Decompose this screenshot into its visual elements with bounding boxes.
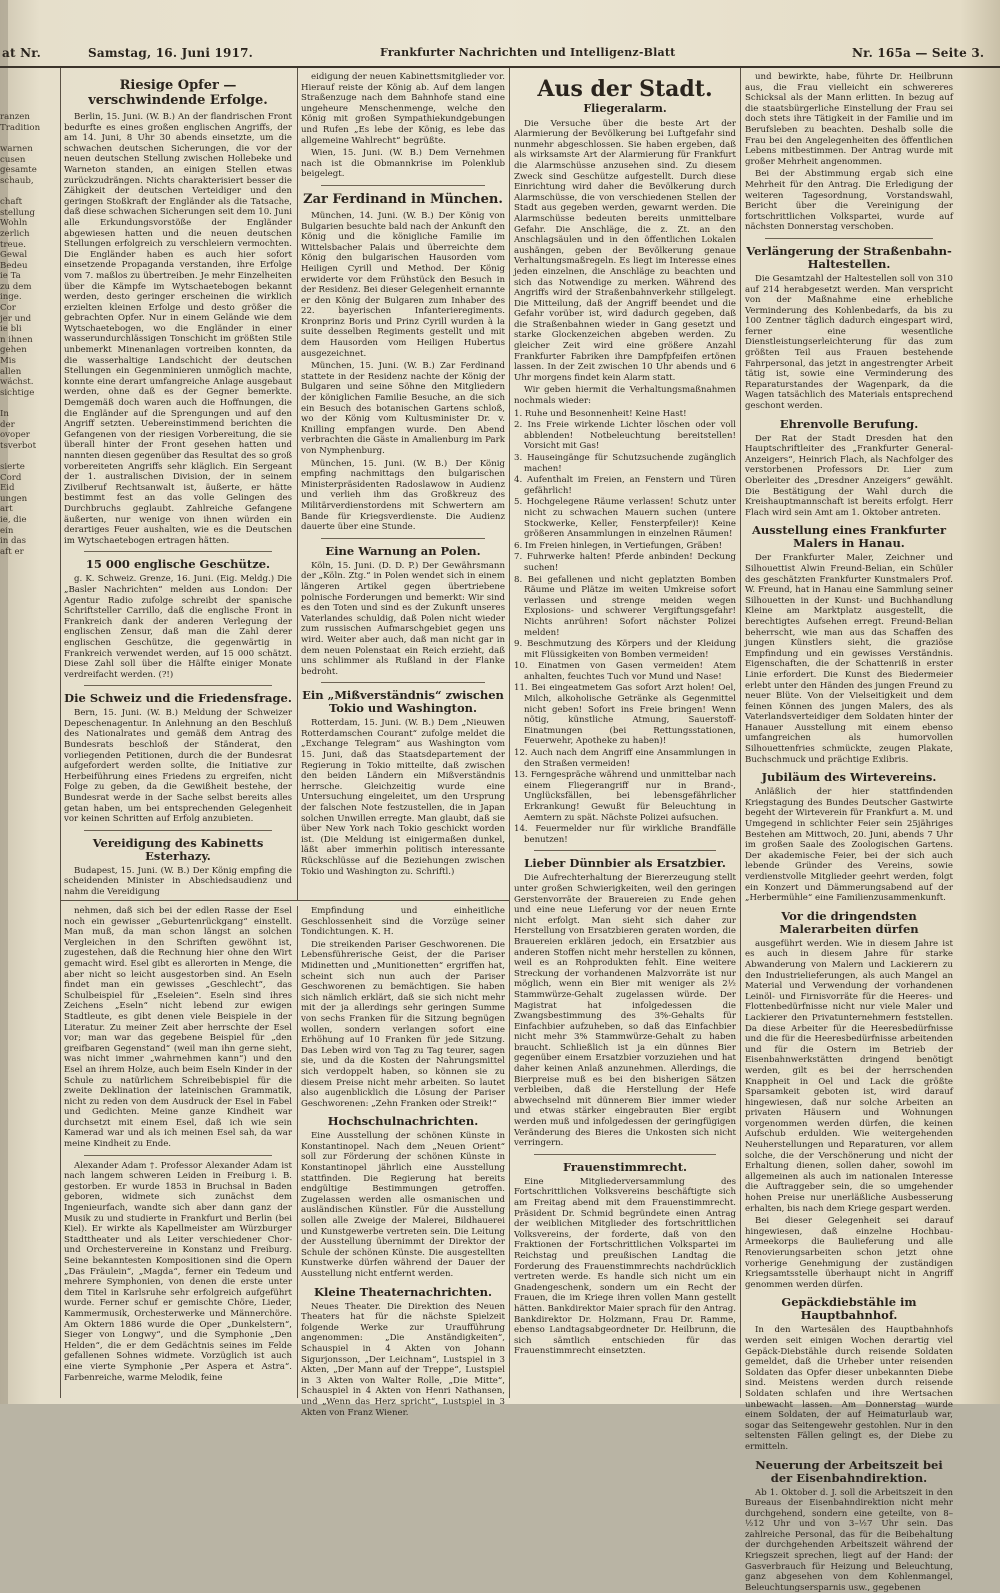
list-item: 7. Fuhrwerke halten! Pferde anbinden! Deckung suchen!	[514, 552, 736, 573]
edge-fragment-line	[0, 451, 40, 462]
list-item: 9. Beschmutzung des Körpers und der Kleidung mit Flüssigkeiten von Bomben vermeiden!	[514, 639, 736, 660]
edge-fragment-line: In	[0, 409, 40, 420]
article-text: Die streikenden Pariser Geschworenen. Die Lebensführerische Geist, der die Pariser Midinetten und „Munitionetten“ ergriffen hat, scheint sich nun auch der Pariser Geschworenen zu bemächtigen. Sie haben sich nämlich erklärt, daß sie sich nicht mehr mit der ja allerdings sehr geringen Summe von sechs Franken für die Sitzung begnügen wollen, sondern verlangen sofort eine Erhöhung auf 10 Franken für jede Sitzung. Das Leben wird von Tag zu Tag teurer, sagen sie, und da die Kosten der Nahrungsmittel sich verdoppelt haben, so können sie zu diesem Preise nicht mehr arbeiten. So lautet also augenblicklich die Lösung der Pariser Geschworenen: „Zehn Franken oder Streik!“	[301, 940, 505, 1110]
article-text: eidigung der neuen Kabinettsmitglieder vor. Hierauf reiste der König ab. Auf dem langen Straßenzuge nach dem Bahnhofe stand eine ungeheure Menschenmenge, welche den König mit großen Sympathiekundgebungen und Rufen „Es lebe der König, es lebe das allgemeine Wahlrecht“ begrüßte.	[301, 72, 505, 146]
headline-zar-ferdinand: Zar Ferdinand in München.	[301, 192, 505, 207]
header-page-number: Nr. 165a — Seite 3.	[852, 46, 984, 60]
article-text: Köln, 15. Juni. (D. D. P.) Der Gewährsmann der „Köln. Ztg.“ in Polen wendet sich in einem längeren Artikel gegen übertriebene polnische Forderungen und bemerkt: Wir sind es den Toten und sind es der Zukunft unseres Vaterlandes schuldig, daß Polen nicht wieder zum russischen Aufmarschgebiet gegen uns wird. Weiter aber auch, daß man nicht gar in dem neuen Polenstaat ein Reich erzieht, daß uns schlimmer als Rußland in der Flanke bedroht.	[301, 561, 505, 678]
article-text: Alexander Adam †. Professor Alexander Adam ist nach langem schweren Leiden in Freiburg i. B. gestorben. Er wurde 1853 in Bruchsal in Baden geboren, widmete sich zunächst dem Ingenieurfach, wandte sich aber dann ganz der Musik zu und studierte in Frankfurt und Berlin (bei Kiel). Er wirkte als Kapellmeister am Würzburger Stadttheater und als Leiter verschiedener Chor- und Orchestervereine in Konstanz und Freiburg. Seine bekanntesten Kompositionen sind die Opern „Das Fräulein“, „Magda“, ferner ein Tedeum und mehrere Symphonien, von denen die erste unter dem Titel in Karlsruhe sehr erfolgreich aufgeführt wurde. Ferner schuf er gemischte Chöre, Lieder, Kammermusik, Orchesterwerke und Männerchöre. Am Oktern 1886 wurde die Oper „Dunkelstern“, Sieger von Longwy“, und die Symphonie „Den Helden“, die er dem Gedächtnis seines im Felde gefallenen Sohnes widmete. Vorzüglich ist auch eine vierte Symphonie „Per Aspera et Astra“. Farbenreiche, warme Melodik, feine	[64, 1161, 292, 1383]
header-date: Samstag, 16. Juni 1917.	[88, 46, 253, 60]
list-item: 6. Im Freien hinlegen, in Vertiefungen, Gräben!	[514, 541, 736, 552]
rules-list	[514, 409, 736, 846]
edge-fragment-line: Cord	[0, 473, 40, 484]
edge-fragment-line	[0, 187, 40, 198]
edge-fragment-line: chaft	[0, 197, 40, 208]
edge-fragment-line: sierte	[0, 462, 40, 473]
edge-fragment-line: Mis	[0, 356, 40, 367]
edge-fragment-line: wächst.	[0, 377, 40, 388]
list-item: 4. Aufenthalt im Freien, an Fenstern und Türen gefährlich!	[514, 475, 736, 496]
column-3	[514, 72, 736, 1398]
article-text: München, 15. Juni. (W. B.) Der König empfing nachmittags den bulgarischen Ministerpräsidenten Radoslawow in Audienz und verlieh ihm das Großkreuz des Militärverdienstordens mit Schwertern am Bande für Kriegsverdienste. Die Audienz dauerte über eine Stunde.	[301, 459, 505, 533]
edge-fragment-line	[0, 81, 40, 92]
separator	[321, 682, 485, 683]
edge-fragment-line: allen	[0, 367, 40, 378]
article-text: und bewirkte, habe, führte Dr. Heilbrunn aus, die Frau vielleicht ein schwereres Schicksal als der Mann erlitten. In bezug auf die staatsbürgerliche Einstellung der Frau sei doch stets ihre Tätigkeit in der Familie und im Berufsleben zu beachten. Deshalb solle die Frau bei den Angelegenheiten des öffentlichen Lebens mitbestimmen. Der Antrag wurde mit großer Mehrheit angenommen.	[745, 72, 953, 167]
headline-gepaeck: Gepäckdiebstähle im Hauptbahnhof.	[745, 1296, 953, 1322]
separator	[534, 1154, 716, 1155]
headline-schweiz: Die Schweiz und die Friedensfrage.	[64, 692, 292, 705]
edge-fragment-line: ie, die	[0, 515, 40, 526]
headline-berufung: Ehrenvolle Berufung.	[745, 418, 953, 431]
headline-haltestellen: Verlängerung der Straßenbahn-Haltestellen.	[745, 245, 953, 271]
article-text: Der Rat der Stadt Dresden hat den Hauptschriftleiter des „Frankfurter General-Anzeigers“, Heinrich Flach, als Nachfolger des verstorbenen Professors Dr. Lier zum Oberleiter des „Dresdner Anzeigers“ gewählt. Die Bestätigung der Wahl durch die Kreishauptmannschaft ist bereits erfolgt. Herr Flach wird sein Amt am 1. Oktober antreten.	[745, 434, 953, 519]
separator	[84, 1155, 272, 1156]
header-masthead: Frankfurter Nachrichten und Intelligenz-Blatt	[380, 46, 675, 59]
headline-warnung-polen: Eine Warnung an Polen.	[301, 545, 505, 558]
article-text: Eine Ausstellung der schönen Künste in Konstantinopel. Nach dem „Neuen Orient“ soll zur Förderung der schönen Künste in Konstantinopel jährlich eine Ausstellung stattfinden. Die Regierung hat bereits endgültige Bestimmungen getroffen. Zugelassen werden alle osmanischen und ausländischen Künstler. Für die Ausstellung sollen alle Zweige der Malerei, Bildhauerei und Kunstgewerbe vertreten sein. Die Leitung der Ausstellung übernimmt der Direktor der Schule der schönen Künste. Die ausgestellten Kunstwerke dürfen während der Dauer der Ausstellung nicht entfernt werden.	[301, 1131, 505, 1279]
separator	[84, 830, 272, 831]
article-text: nehmen, daß sich bei der edlen Rasse der Esel noch ein gewisser „Geburtenrückgang“ einstellt. Man muß, da man schon längst an solchen Vergleichen in den Schriften gewöhnt ist, zugestehen, daß die Rechnung hier ohne den Wirt gemacht wird. Esel gibt es allerorten in Menge, die aber nicht so leicht ausgestorben sind. An Eseln findet man ein gewisses „Geschlecht“, das Schulbeispiel für „Eseleien“. Eseln sind ihres Zeichens „Eseln“ nicht lebend zur ewigen Stadtleute, es gibt denen viele Beispiele in der Literatur. Zu meiner Zeit aber herrschte der Esel vor; man war das gegebene Beispiel für „den greifbaren Gegenstand“ (weil man ihn gerne sieht, was nicht immer „wahrnehmen kann“) und den Esel an ihrem Holze, auch beim Eseln Kinder in der Schule zu natürlichem Schreibebispiel für die zweite Deklination der lateinischen Grammatik, nicht zu reden von dem Ausdruck der Esel in Fabel und Gedichten. Meine ganze Kindheit war durchsetzt mit einem Esel, daß ich wie sein Kamerad war und als ich meinen Esel sah, da war meine Kindheit zu Ende.	[64, 906, 292, 1150]
edge-fragment-line: warnen	[0, 144, 40, 155]
edge-fragment-line: Gewal	[0, 250, 40, 261]
edge-fragments	[0, 70, 40, 1400]
edge-fragment-line: ovoper	[0, 430, 40, 441]
edge-fragment-line: stellung	[0, 208, 40, 219]
edge-fragment-line: schaub,	[0, 176, 40, 187]
headline-arbeitszeit: Neuerung der Arbeitszeit bei der Eisenbahndirektion.	[745, 1459, 953, 1485]
column-4	[745, 72, 953, 1398]
page-header	[0, 40, 1000, 66]
edge-fragment-line: der	[0, 420, 40, 431]
article-text: München, 14. Juni. (W. B.) Der König von Bulgarien besuchte bald nach der Ankunft den König und die königliche Familie im Wittelsbacher Palais und überreichte dem König den bulgarischen Hausorden vom Heiligen Cyrill und Method. Der König erwiderte vor dem Frühstück den Besuch in der Residenz. Bei dieser Gelegenheit ernannte er den König der Bulgaren zum Inhaber des 22. bayerischen Infanterieregiments. Kronprinz Boris und Prinz Cyrill wurden à la suite desselben Regiments gestellt und mit dem Hausorden vom Heiligen Hubertus ausgezeichnet.	[301, 211, 505, 359]
list-item: 2. Ins Freie wirkende Lichter löschen oder voll abblenden! Notbeleuchtung bereitstellen! Vorsicht mit Gas!	[514, 420, 736, 452]
edge-fragment-line: Bedeu	[0, 261, 40, 272]
separator	[534, 850, 716, 851]
separator	[765, 238, 933, 239]
headline-vereidigung: Vereidigung des Kabinetts Esterhazy.	[64, 837, 292, 863]
article-text: Ab 1. Oktober d. J. soll die Arbeitszeit in den Bureaus der Eisenbahndirektion nicht mehr durchgehend, sondern eine geteilte, von 8–½12 Uhr und von 3–½7 Uhr sein. Das zahlreiche Personal, das für die Beibehaltung der durchgehenden Arbeitszeit während der Kriegszeit sprechen, liegt auf der Hand: der Gasverbrauch für Heizung und Beleuchtung, ganz abgesehen von dem Kohlenmangel, Beleuchtungsersparnis usw., gegebenen	[745, 1488, 953, 1593]
list-item: 1. Ruhe und Besonnenheit! Keine Hast!	[514, 409, 736, 420]
edge-fragment-line: ungen	[0, 494, 40, 505]
edge-fragment-line: gehen	[0, 345, 40, 356]
separator	[84, 685, 272, 686]
list-item: 3. Hauseingänge für Schutzsuchende zugänglich machen!	[514, 453, 736, 474]
column-2	[301, 72, 505, 900]
article-text: Anläßlich der hier stattfindenden Kriegstagung des Bundes Deutscher Gastwirte begeht der Wirteverein für Frankfurt a. M. und Umgegend in schlichter Feier sein 25jähriges Bestehen am Mittwoch, 20. Juni, abends 7 Uhr im großen Saale des Zoologischen Gartens. Der akademische Feier, bei der sich auch lebende Gründer des Vereins, sowie verdienstvolle Mitglieder geehrt werden, folgt ein Konzert und Dämmerungsabend auf der „Herbermühle“ eine Familienzusammenkunft.	[745, 787, 953, 904]
edge-fragment-line: Tradition	[0, 123, 40, 134]
headline-missverstaendnis: Ein „Mißverständnis“ zwischen Tokio und Washington.	[301, 689, 505, 715]
edge-fragment-line: gesamte	[0, 165, 40, 176]
edge-fragment-line: tsverbot	[0, 441, 40, 452]
edge-fragment-line	[0, 102, 40, 113]
headline-duennbier: Lieber Dünnbier als Ersatzbier.	[514, 857, 736, 870]
article-text: Bei dieser Gelegenheit sei darauf hingewiesen, daß einzelne Hochbau-Armeekorps die Baulieferung und alle Renovierungsarbeiten schon jetzt ohne vorherige Genehmigung der zuständigen Kriegsamtsstelle überhaupt nicht in Angriff genommen werden dürfen.	[745, 1216, 953, 1290]
article-text: Wir geben hiermit die Verhaltungsmaßnahmen nochmals wieder:	[514, 385, 736, 406]
article-text: Bei der Abstimmung ergab sich eine Mehrheit für den Antrag. Die Erledigung der weiteren Tagesordnung, Vorstandswahl, Bericht über die Vereinigung der fortschrittlichen Volkspartei, wurde auf nächsten Donnerstag verschoben.	[745, 169, 953, 233]
list-item: 10. Einatmen von Gasen vermeiden! Atem anhalten, feuchtes Tuch vor Mund und Nase!	[514, 661, 736, 682]
separator	[321, 538, 485, 539]
list-item: 13. Ferngespräche während und unmittelbar nach einem Fliegerangriff nur in Brand-, Unglücksfällen, bei lebensgefährlicher Erkrankung! Gewußt für Beleuchtung in Aemtern zu spät. Nächste Polizei aufsuchen.	[514, 770, 736, 823]
bottom-column-1	[64, 906, 292, 1398]
article-text: g. K. Schweiz. Grenze, 16. Juni. (Eig. Meldg.) Die „Basler Nachrichten“ melden aus London: Der Agentur Radio zufolge schreibt der spanische Schriftsteller Carrillo, daß die englische Front in Frankreich dank der anderen Verlegung der englischen Zensur, daß man die Zahl derer englischen Geschütze, die gegenwärtig in Frankreich verwendet werden, auf 15 000 schätzt. Diese Zahl soll über die Hälfte einiger Monate verdreifacht werden. (?!)	[64, 574, 292, 680]
article-text: Eine Mitgliederversammlung des Fortschrittlichen Volksvereins beschäftigte sich am Freitag abend mit dem Frauenstimmrecht. Präsident Dr. Schmid begründete einen Antrag der weiblichen Mitglieder des fortschrittlichen Volksvereins, der forderte, daß von den Fraktionen der Fortschrittlichen Volkspartei im Reichstag und preußischen Landtag die Forderung des Frauenstimmrechts nachdrücklich vertreten werde. Es handle sich nicht um ein Gnadengeschenk, sondern um ein Recht der Frauen, die im Kriege ihren vollen Mann gestellt hätten. Bankdirektor Maier sprach für den Antrag. Bankdirektor Dr. Holzmann, Frau Dr. Ramme, ebenso Landtagsabgeordneter Dr. Heilbrunn, die sich sämtlich entschieden für das Frauenstimmrecht einsetzten.	[514, 1177, 736, 1357]
edge-fragment-line: zu dem	[0, 282, 40, 293]
edge-fragment-line: ein	[0, 526, 40, 537]
section-rule	[60, 900, 509, 901]
article-text: Die Versuche über die beste Art der Alarmierung der Bevölkerung bei Luftgefahr sind nunmehr abgeschlossen. Sie haben ergeben, daß als wirksamste Art der Alarmierung für Frankfurt die Alarmschüsse anzusehen sind. Zu diesem Zweck sind Geschütze aufgestellt. Durch diese Einrichtung wird daher die Bevölkerung durch Alarmschüsse, die von verschiedenen Stellen der Stadt aus gegeben werden, gewarnt werden. Die Alarmschüsse bedeuten bereits unmittelbare Gefahr. Die Anschläge, die z. Zt. an den Anschlagsäulen und in den öffentlichen Lokalen aushängen, geben der Bevölkerung genaue Verhaltungsmaßregeln. Es liegt im Interesse eines jeden einzelnen, die Anschläge zu beachten und sich das Notwendige zu merken. Während des Angriffs wird der Straßenbahnverkehr stillgelegt. Die Mitteilung, daß der Angriff beendet und die Gefahr vorüber ist, wird dadurch gegeben, daß die Straßenbahnen wieder in Gang gesetzt und starke Glockenzeichen abgeben werden. Zu gleicher Zeit wird eine größere Anzahl Frankfurter Fabriken ihre Dampfpfeifen ertönen lassen. In der Zeit zwischen 10 Uhr abends und 6 Uhr morgens findet kein Alarm statt.	[514, 119, 736, 384]
column-rule	[60, 68, 61, 1398]
edge-fragment-line: sichtige	[0, 388, 40, 399]
headline-ausstellung: Ausstellung eines Frankfurter Malers in Hanau.	[745, 524, 953, 550]
edge-fragment-line: jer und	[0, 314, 40, 325]
edge-fragment-line: ie Ta	[0, 271, 40, 282]
edge-fragment-line: in das	[0, 536, 40, 547]
column-rule	[740, 68, 741, 1398]
headline-riesige-opfer: Riesige Opfer — verschwindende Erfolge.	[64, 78, 292, 108]
list-item: 5. Hochgelegene Räume verlassen! Schutz unter nicht zu schwachen Mauern suchen (untere Stockwerke, Keller, Fensterpfeiler)! Keine größeren Ansammlungen in einzelnen Räumen!	[514, 497, 736, 539]
column-rule	[297, 906, 298, 1398]
article-text: Wien, 15. Juni. (W. B.) Dem Vernehmen nach ist die Obmannkrise im Polenklub beigelegt.	[301, 148, 505, 180]
header-rule	[0, 66, 1000, 68]
article-text: Neues Theater. Die Direktion des Neuen Theaters hat für die nächste Spielzeit folgende Werke zur Uraufführung angenommen: „Die Anständigkeiten“, Schauspiel in 4 Akten von Johann Sigurjonsson, „Der Leichnam“, Lustspiel in 3 Akten, „Der Mann auf der Treppe“, Lustspiel in 3 Akten von Walter Rolle, „Die Mitte“, Schauspiel in 4 Akten von Henri Nathansen, und „Wenn das Herz spricht“, Lustspiel in 3 Akten von Franz Wiener.	[301, 1302, 505, 1419]
separator	[84, 551, 272, 552]
column-rule	[509, 68, 510, 1398]
edge-fragment-line: Wohln	[0, 218, 40, 229]
edge-fragment-line	[0, 134, 40, 145]
column-rule	[297, 68, 298, 900]
article-text: Der Frankfurter Maler, Zeichner und Silhouettist Alwin Freund-Belian, ein Schüler des geschätzten Frankfurter Kunstmalers Prof. W. Freund, hat in Hanau eine Sammlung seiner Silhouetten in der Kunst- und Buchhandlung Kleine am Marktplatz ausgestellt, die berechtigtes Aufsehen erregt. Freund-Belian beherrscht, wie man aus das Schaffen des jungen Künstlers sieht, die graziöse Empfindung und ein gewisses Verständnis. Eigenschaften, die der Schattenriß in erster Linie erfordert. Die Kunst des Biedermeier erlebt unter den Händen des jungen Freund zu neuer Blüte. Von der Vielseitigkeit und dem feinen Können des jungen Malers, des als Vaterlandsverteidiger dem Soldaten hinter der Hanauer Ausstellung mit einem ebenso umfangreichen als humorvollen Silhouettenfries schmückte, zeugen Plakate, Buchschmuck und prächtige Exlibris.	[745, 553, 953, 765]
list-item: 14. Feuermelder nur für wirkliche Brandfälle benutzen!	[514, 824, 736, 845]
article-text: München, 15. Juni. (W. B.) Zar Ferdinand stattete in der Residenz nachte der König der Bulgaren und seine Söhne den Mitgliedern der königlichen Familie Besuche, an die sich ein Besuch des botanischen Gartens schloß, wo der König vom Kultusminister Dr. v. Knilling empfangen wurde. Den Abend verbrachten die Gäste in Amalienburg im Park von Nymphenburg.	[301, 361, 505, 456]
list-item: 8. Bei gefallenen und nicht geplatzten Bomben Räume und Plätze im weiten Umkreise sofort verlassen und strenge meiden wegen Explosions- und schwerer Vergiftungsgefahr! Nichts anrühren! Sofort nächster Polizei melden!	[514, 575, 736, 639]
edge-fragment-line: cusen	[0, 155, 40, 166]
article-text: ausgeführt werden. Wie in diesem Jahre ist es auch in diesem Jahre für starke Abwanderung von Malern und Lackierern zu den Industrielieferungen, als auch Mangel an Material und Verwendung der vorhandenen Leinöl- und Firnisvorräte für die Heeres- und Flottenbedürfnisse nicht nur viele Maler und Lackierer den Privatunternehmern feststellen. Da diese Arbeiter für die Heeresbedürfnisse und die für die Heeresbedürfnisse arbeitenden und für die Ostern im Betrieb der Eisenbahnwerkstätten dringend benötigt werden, gilt es bei der herrschenden Knappheit in Oel und Lack die größte Sparsamkeit geboten ist, wird darauf hingewiesen, daß nur solche Arbeiten an privaten Häusern und Wohnungen vorgenommen werden dürfen, die keinen Aufschub erdulden. Wie weitergehenden Neuherstellungen und Reparaturen, vor allem solche, die der Verschönerung und nicht der Erhaltung dienen, sollen daher, sowohl im allgemeinen als auch im nationalen Interesse die Auftraggeber sein, die so umgehender hohen Preise nur unerläßliche Ausbesserung erhalten, bis nach dem Kriege gespart werden.	[745, 939, 953, 1214]
article-text: Rotterdam, 15. Juni. (W. B.) Dem „Nieuwen Rotterdamschen Courant“ zufolge meldet die „Exchange Telegram“ aus Washington vom 15. Juni, daß das Staatsdepartement der Regierung in Tokio mitteilte, daß zwischen den beiden Ländern ein Mißverständnis herrsche. Gleichzeitig wurde eine Untersuchung eingeleitet, um den Ursprung der falschen Note festzustellen, die in Japan solchen Unwillen erregte. Man glaubt, daß sie über New York nach Tokio geschickt worden ist. (Die Meldung ist einigermaßen dunkel, läßt aber immerhin politisch interessante Rückschlüsse auf die Beziehungen zwischen Tokio und Washington zu. Schriftl.)	[301, 718, 505, 877]
edge-fragment-line	[0, 398, 40, 409]
article-text: Die Gesamtzahl der Haltestellen soll von 310 auf 214 herabgesetzt werden. Man verspricht von der Maßnahme eine erhebliche Verminderung des Kohlenbedarfs, da bis zu 100 Zentner täglich dadurch eingespart wird, ferner eine wesentliche Dienstleistungserleichterung für das zum größten Teil aus Frauen bestehende Fahrpersonal, das jetzt in angestrengter Arbeit tätig ist, sowie eine Verminderung des Reparaturstandes der Wagenpark, da die Wagen tatsächlich des Materials entsprechend geschont werden.	[745, 274, 953, 412]
separator	[321, 185, 485, 186]
edge-fragment-line	[0, 91, 40, 102]
headline-frauenstimmrecht: Frauenstimmrecht.	[514, 1161, 736, 1174]
article-text: Berlin, 15. Juni. (W. B.) An der flandrischen Front bedurfte es eines großen englischen Angriffs, der am 14. Juni, 8 Uhr 30 abends einsetzte, um die schwachen deutschen Sicherungen, die vor der neuen deutschen Stellung zwischen Hollebeke und Warneton standen, an einigen Stellen etwas zurückzudrängen. Nichts charakterisiert besser die Zähigkeit der deutschen Verteidiger und den geringen Stoßkraft der Engländer als die Tatsache, daß diese schwachen Sicherungen seit dem 10. Juni alle Erkundungsvorstöße der Engländer abgewiesen hatten und die neuen deutschen Stellungen erfolgreich zu verschleiern vermochten. Die Engländer haben es auch hier sofort einsetzende Propaganda verstanden, ihre Erfolge vom 7. maßlos zu übertreiben. Je mehr Einzelheiten über die Kämpfe im Wytschaetebogen bekannt werden, desto geringer erscheinen die wirklich erzielten kleinen Erfolge und desto größer die gebrachten Opfer. Nur in einem Gelände wie dem Wytschaetebogen, wo die Engländer in einer wasserundurchlässigen Tonschicht im größten Stile unbemerkt Minenanlagen vortreiben konnten, da die wasserhaltige Landschicht der deutschen Stellungen ein Gegenminieren unmöglich machte, konnte eine derart umfangreiche Anlage ausgebaut werden, ohne daß es der Gegner bemerkte. Demgemäß doch waren auch die Hoffnungen, die die Engländer auf die Sprengungen und auf den Angriff setzten. Uebereinstimmend berichten die Gefangenen von der riesigen Vorbereitung, die sie überall hinter der Front gesehen hatten und nannten diesen gegenüber das Resultat des so groß vorbereiteten Angriffs sehr kläglich. Ein Sergeant der 1. australischen Division, der in seinem Zivilberuf Rechtsanwalt ist, äußerte, er hätte bestimmt fest an das volle Gelingen des Durchbruchs geglaubt. Zahlreiche Gefangene äußerten, nur wenige von ihnen würden ein derartiges Feuer aushalten, wie es die Deutschen im Wytschaetebogen ertragen hätten.	[64, 112, 292, 546]
article-text: Empfindung und einheitliche Geschlossenheit sind die Vorzüge seiner Tondichtungen. K. H.	[301, 906, 505, 938]
edge-fragment-line: treue.	[0, 240, 40, 251]
column-1	[64, 72, 292, 900]
edge-fragment-line: inge.	[0, 292, 40, 303]
article-text: Budapest, 15. Juni. (W. B.) Der König empfing die scheidenden Minister in Abschiedsaudienz und nahm die Vereidigung	[64, 866, 292, 898]
edge-fragment-line: art	[0, 504, 40, 515]
headline-geschuetze: 15 000 englische Geschütze.	[64, 558, 292, 571]
headline-wirteverein: Jubiläum des Wirtevereins.	[745, 771, 953, 784]
edge-fragment-line: n ihnen	[0, 335, 40, 346]
list-item: 11. Bei eingeatmetem Gas sofort Arzt holen! Oel, Milch, alkoholische Getränke als Gegenmittel nicht geben! Sofort ins Freie bringen! Wenn nötig, künstliche Atmung, Sauerstoff-Einatmungen (bei Rettungsstationen, Feuerwehr, Apotheke zu haben)!	[514, 683, 736, 747]
article-text: Bern, 15. Juni. (W. B.) Meldung der Schweizer Depeschenagentur. In Anlehnung an den Beschluß des Nationalrates und gemäß dem Antrag des Bundesrats beschloß der Ständerat, den vorliegenden Petitionen, durch die der Bundesrat aufgefordert werden sollte, die Initiative zur Herbeiführung eines Friedens zu ergreifen, nicht Folge zu geben, da die Gewißheit bestehe, der Bundesrat werde in der Sache selbst bereits alles getan haben, um bei entsprechenden Gelegenheit vor keinen Schritten auf Erfolg anzubieten.	[64, 708, 292, 825]
headline-theater: Kleine Theaternachrichten.	[301, 1286, 505, 1299]
list-item: 12. Auch nach dem Angriff eine Ansammlungen in den Straßen vermeiden!	[514, 748, 736, 769]
edge-fragment-line	[0, 70, 40, 81]
edge-fragment-line: ie bli	[0, 324, 40, 335]
edge-fragment-line: ranzen	[0, 112, 40, 123]
header-left-fragment: at Nr.	[2, 46, 41, 60]
bottom-column-2	[301, 906, 505, 1398]
headline-fliegeralarm: Fliegeralarm.	[514, 104, 736, 115]
section-title: Aus der Stadt.	[514, 76, 736, 102]
article-text: In den Wartesälen des Hauptbahnhofs werden seit einigen Wochen derartig viel Gepäck-Diebstähle durch reisende Soldaten gemeldet, daß die Urheber unter reisenden Soldaten das Opfer dieser unbekannten Diebe sind. Meistens werden durch reisende Soldaten schlafen und ihre Wertsachen unbewacht lassen. Am Donnerstag wurde einem Soldaten, der auf Heimaturlaub war, sogar das Seitengewehr gestohlen. Nur in den seltensten Fällen gelingt es, der Diebe zu ermitteln.	[745, 1325, 953, 1452]
edge-fragment-line: Cor	[0, 303, 40, 314]
headline-hochschul: Hochschulnachrichten.	[301, 1115, 505, 1128]
edge-fragment-line: zerlich	[0, 229, 40, 240]
edge-fragment-line: Eid	[0, 483, 40, 494]
edge-fragment-line: aft er	[0, 547, 40, 558]
article-text: Die Aufrechterhaltung der Biererzeugung stellt unter großen Schwierigkeiten, weil den geringen Gerstenvorräte der Brauereien zu Ende gehen und eine neue Lieferung vor der neuen Ernte nicht erfolgt. Man sieht sich daher zur Herstellung von Ersatzbieren geraten worden, die Brauereien erklären jedoch, ein Ersatzbier aus anderen Stoffen nicht mehr herstellen zu können, weil es an Rohprodukten fehlt. Eine weitere Streckung der vorhandenen Malzvorräte ist nur möglich, wenn ein Bier mit weniger als 2½ Stammwürze-Gehalt zugelassen würde. Der Magistrat hat infolgedessen die Zwangsbestimmung des 3%-Gehalts für Einfachbier aufzuheben, so daß das Einfachbier nicht mehr 3% Stammwürze-Gehalt zu haben braucht. Schließlich ist ja ein dünnes Bier gegenüber einem Ersatzbier vorzuziehen und hat daher keinen Anlaß anzunehmen. Allerdings, die Bierpreise muß es bei den bisherigen Sätzen verbleiben, daß die Herstellung der Hefe abwechselnd mit dünnerem Bier immer wieder und etwas stärker eingebrauten Bier ergibt werden muß und infolgedessen der geringfügigen Veränderung des Bieres die Unkosten sich nicht verringern.	[514, 873, 736, 1148]
headline-malerarbeiten: Vor die dringendsten Malerarbeiten dürfen	[745, 910, 953, 936]
